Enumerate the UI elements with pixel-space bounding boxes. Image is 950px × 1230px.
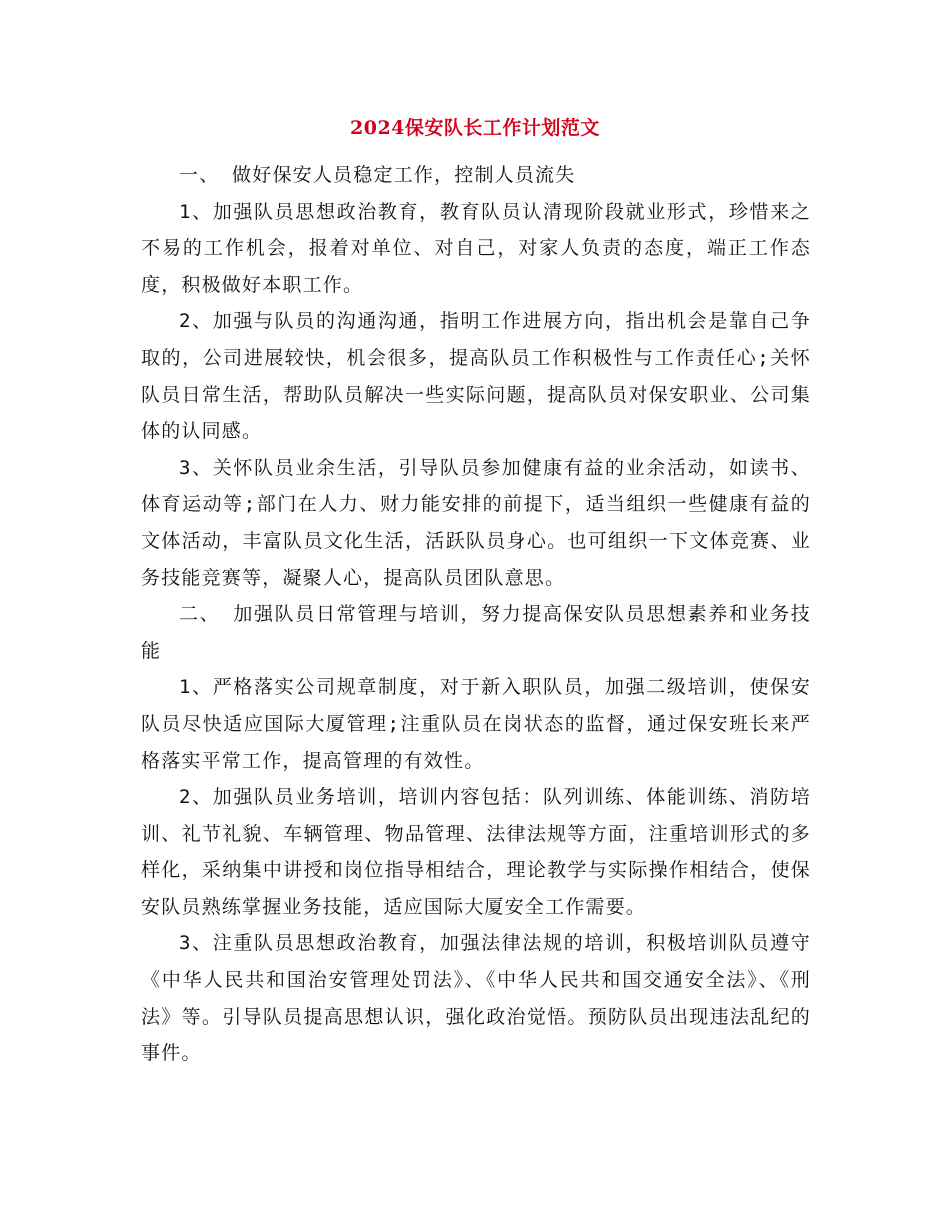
paragraph: 2、加强队员业务培训，培训内容包括：队列训练、体能训练、消防培训、礼节礼貌、车辆管理、物品管理、法律法规等方面，注重培训形式的多样化，采纳集中讲授和岗位指导相结合，理论教学与实际操作相结合，使保安队员熟练掌握业务技能，适应国际大厦安全工作需要。 bbox=[141, 786, 811, 918]
section-heading: 一、 做好保安人员稳定工作，控制人员流失 bbox=[179, 164, 576, 186]
section-heading: 二、 加强队员日常管理与培训，努力提高保安队员思想素养和业务技能 bbox=[141, 603, 811, 662]
paragraph: 1、严格落实公司规章制度，对于新入职队员，加强二级培训，使保安队员尽快适应国际大厦管理;注重队员在岗状态的监督，通过保安班长来严格落实平常工作，提高管理的有效性。 bbox=[141, 676, 811, 772]
paragraph: 3、注重队员思想政治教育，加强法律法规的培训，积极培训队员遵守《中华人民共和国治安管理处罚法》、《中华人民共和国交通安全法》、《刑法》等。引导队员提高思想认识，强化政治觉悟。预防队员出现违法乱纪的事件。 bbox=[141, 932, 811, 1065]
paragraph: 2、加强与队员的沟通沟通，指明工作进展方向，指出机会是靠自己争取的，公司进展较快，机会很多，提高队员工作积极性与工作责任心;关怀队员日常生活，帮助队员解决一些实际问题，提高队员对保安职业、公司集体的认同感。 bbox=[141, 310, 811, 443]
paragraph: 1、加强队员思想政治教育，教育队员认清现阶段就业形式，珍惜来之不易的工作机会，报着对单位、对自己，对家人负责的态度，端正工作态度，积极做好本职工作。 bbox=[141, 200, 811, 296]
document-body bbox=[141, 157, 811, 1072]
paragraph: 3、关怀队员业余生活，引导队员参加健康有益的业余活动，如读书、体育运动等;部门在人力、财力能安排的前提下，适当组织一些健康有益的文体活动，丰富队员文化生活，活跃队员身心。也可组织一下文体竞赛、业务技能竞赛等，凝聚人心，提高队员团队意思。 bbox=[141, 456, 811, 589]
document-title: 2024保安队长工作计划范文 bbox=[350, 117, 600, 139]
